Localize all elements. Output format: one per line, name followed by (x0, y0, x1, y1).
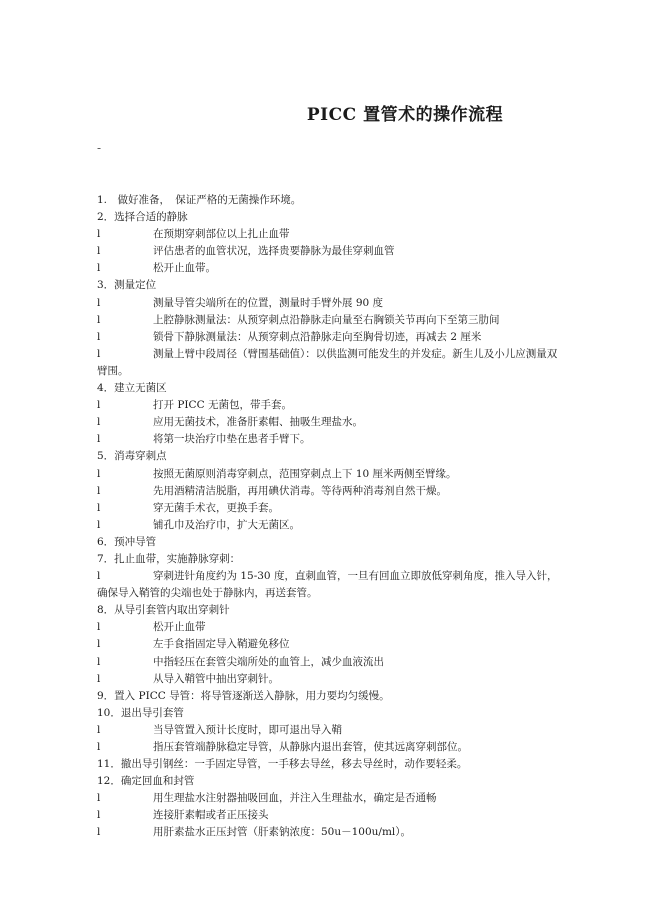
step-heading: 1. 做好准备， 保证严格的无菌操作环境。 (97, 194, 302, 206)
bullet-item (97, 397, 559, 414)
bullet-item (97, 431, 559, 448)
bullet-item (97, 483, 559, 500)
step-heading: 3．测量定位 (97, 279, 157, 292)
bullet-marker: l (97, 245, 101, 258)
bullet-marker: l (97, 655, 101, 668)
bullet-marker: l (97, 501, 101, 514)
bullet-item (97, 243, 559, 260)
bullet-marker: l (97, 723, 101, 736)
bullet-item (97, 226, 559, 243)
bullet-marker: l (97, 809, 101, 822)
bullet-marker: l (97, 228, 101, 241)
bullet-marker: l (97, 570, 101, 583)
bullet-item (97, 671, 559, 688)
bullet-marker: l (97, 741, 101, 753)
bullet-text: 测量上臂中段周径（臂围基础值）：以供监测可能发生的并发症。新生儿及小儿应测量双臂围。 (97, 347, 558, 377)
bullet-marker: l (97, 313, 101, 326)
bullet-text: 应用无菌技术，准备肝素帽、抽吸生理盐水。 (153, 416, 363, 429)
bullet-marker: l (97, 484, 101, 497)
bullet-text: 中指轻压在套管尖端所处的血管上，减少血液流出 (153, 655, 384, 668)
bullet-text: 评估患者的血管状况，选择贵要静脉为最佳穿刺血管 (153, 245, 395, 258)
bullet-marker: l (97, 621, 101, 634)
bullet-item (97, 466, 559, 483)
step-heading: 6．预冲导管 (97, 535, 157, 548)
bullet-marker: l (97, 416, 101, 429)
bullet-item (97, 619, 559, 636)
document-title: PICC 置管术的操作流程 (306, 105, 504, 125)
bullet-item (97, 346, 559, 380)
step-heading: 8．从导引套管内取出穿刺针 (97, 604, 230, 617)
bullet-text: 按照无菌原则消毒穿刺点，范围穿刺点上下 10 厘米两侧至臂缘。 (153, 467, 457, 480)
bullet-marker: l (97, 347, 101, 360)
bullet-text: 上腔静脉测量法：从预穿刺点沿静脉走向量至右胸锁关节再向下至第三肋间 (153, 313, 500, 326)
bullet-text: 左手食指固定导入鞘避免移位 (153, 638, 290, 651)
bullet-text: 锁骨下静脉测量法：从预穿刺点沿静脉走向至胸骨切迹，再减去 2 厘米 (153, 330, 482, 343)
bullet-item (97, 517, 559, 534)
bullet-item (97, 500, 559, 517)
step-heading: 4．建立无菌区 (97, 382, 167, 395)
bullet-marker: l (97, 433, 101, 446)
bullet-marker: l (97, 672, 101, 685)
bullet-text: 松开止血带。 (153, 262, 216, 275)
step-heading: 2．选择合适的静脉 (97, 211, 188, 224)
bullet-text: 指压套管端静脉稳定导管，从静脉内退出套管，使其远离穿刺部位。 (153, 741, 468, 753)
step-heading: 12．确定回血和封管 (97, 775, 195, 788)
bullet-item (97, 824, 559, 841)
bullet-text: 松开止血带 (153, 621, 206, 634)
stray-mark: - (97, 141, 102, 155)
bullet-text: 连接肝素帽或者正压接头 (153, 809, 269, 822)
bullet-item (97, 807, 559, 824)
bullet-text: 将第一块治疗巾垫在患者手臂下。 (153, 433, 311, 446)
bullet-item (97, 295, 559, 312)
bullet-text: 穿刺进针角度约为 15-30 度，直刺血管，一旦有回血立即放低穿刺角度，推入导入针，确保导入鞘管的尖端也处于静脉内，再送套管。 (97, 570, 558, 600)
bullet-item (97, 739, 559, 756)
bullet-marker: l (97, 330, 101, 343)
bullet-item (97, 722, 559, 739)
step-heading: 10．退出导引套管 (97, 706, 184, 719)
bullet-marker: l (97, 826, 101, 839)
procedure-steps (97, 192, 559, 842)
bullet-text: 先用酒精清洁脱脂，再用碘伏消毒。等待两种消毒剂自然干燥。 (153, 484, 447, 497)
bullet-text: 在预期穿刺部位以上扎止血带 (153, 228, 290, 241)
bullet-marker: l (97, 638, 101, 651)
bullet-item (97, 329, 559, 346)
step-heading: 5．消毒穿刺点 (97, 450, 167, 463)
bullet-text: 从导入鞘管中抽出穿刺针。 (153, 672, 279, 685)
bullet-item (97, 312, 559, 329)
bullet-marker: l (97, 467, 101, 480)
bullet-item (97, 636, 559, 653)
bullet-item (97, 654, 559, 671)
bullet-text: 用肝素盐水正压封管（肝素钠浓度：50u－100u/ml）。 (153, 826, 412, 839)
bullet-marker: l (97, 399, 101, 412)
bullet-text: 打开 PICC 无菌包，带手套。 (153, 399, 292, 412)
step-heading: 7．扎止血带，实施静脉穿刺： (97, 552, 241, 565)
bullet-text: 当导管置入预计长度时，即可退出导入鞘 (153, 723, 342, 736)
bullet-marker: l (97, 296, 101, 309)
bullet-item (97, 414, 559, 431)
bullet-text: 测量导管尖端所在的位置，测量时手臂外展 90 度 (153, 296, 384, 309)
bullet-text: 铺孔巾及治疗巾，扩大无菌区。 (153, 518, 300, 531)
bullet-text: 穿无菌手术衣，更换手套。 (153, 501, 279, 514)
bullet-item (97, 260, 559, 277)
bullet-item (97, 790, 559, 807)
step-heading: 9．置入 PICC 导管：将导管逐渐送入静脉，用力要均匀缓慢。 (97, 689, 390, 702)
bullet-marker: l (97, 262, 101, 275)
step-heading: 11．撤出导引钢丝：一手固定导管，一手移去导丝，移去导丝时，动作要轻柔。 (97, 758, 468, 771)
bullet-marker: l (97, 518, 101, 531)
bullet-marker: l (97, 792, 101, 805)
bullet-item (97, 568, 559, 602)
bullet-text: 用生理盐水注射器抽吸回血，并注入生理盐水，确定是否通畅 (153, 792, 437, 805)
